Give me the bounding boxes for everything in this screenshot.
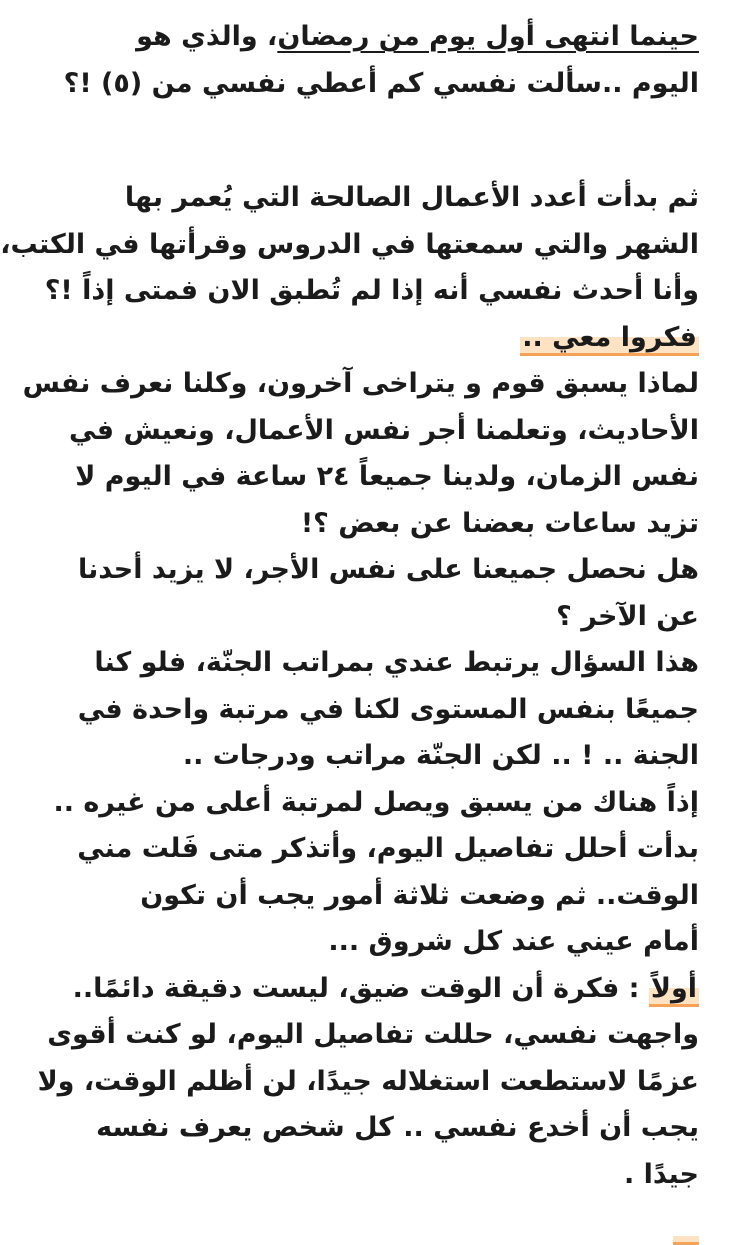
- highlighted-label: أولاً: [649, 973, 699, 1007]
- paragraph-6-line-4: أمام عيني عند كل شروق ...: [328, 926, 699, 957]
- paragraph-5-line-3: [84, 733, 699, 780]
- paragraph-5-line-2: جميعًا بنفس المستوى لكنا في مرتبة واحدة في: [77, 693, 699, 725]
- text-span: الجنة .. ! ..: [541, 740, 699, 771]
- paragraph-1-line-2: اليوم ..سألت نفسي كم أعطي نفسي من (٥) !؟: [63, 67, 699, 99]
- item-1-line-5: جيدًا .: [624, 1158, 699, 1190]
- highlight-mark: [673, 1236, 699, 1245]
- paragraph-1-line-1: [84, 14, 699, 61]
- bold-phrase: لكن الجنّة مراتب ودرجات ..: [182, 740, 542, 771]
- paragraph-2-line-3: وأنا أحدث نفسي أنه إذا لم تُطبق الان فمتى إذاً !؟: [44, 275, 699, 306]
- text-span: ، والذي هو: [136, 21, 278, 52]
- item-1-line-1: [72, 966, 699, 1013]
- paragraph-2-line-1: ثم بدأت أعدد الأعمال الصالحة التي يُعمر بها: [124, 182, 699, 213]
- highlighted-heading: فكروا معي ..: [520, 322, 699, 356]
- item-1-line-3: عزمًا لاستطعت استغلاله جيدًا، لن أظلم الوقت، ولا: [37, 1065, 699, 1097]
- bold-phrase: وضعت ثلاثة أمور: [324, 879, 546, 911]
- paragraph-3-line-1: لماذا يسبق قوم و يتراخى آخرون، وكلنا نعرف نفس: [22, 368, 699, 399]
- next-item-highlight-stub: [84, 1198, 699, 1245]
- paragraph-3-line-3: نفس الزمان، ولدينا جميعاً ٢٤ ساعة في اليوم لا: [75, 461, 699, 492]
- paragraph-gap: [84, 107, 699, 175]
- text-span: يجب أن تكون: [140, 879, 325, 911]
- underlined-phrase: حينما انتهى أول يوم من رمضان: [277, 21, 699, 52]
- item-1-line-2: واجهت نفسي، حللت تفاصيل اليوم، لو كنت أقوى: [47, 1019, 699, 1050]
- paragraph-2-line-2: الشهر والتي سمعتها في الدروس وقرأتها في الكتب،: [0, 228, 699, 260]
- paragraph-4-line-1: هل نحصل جميعنا على نفس الأجر، لا يزيد أحدنا: [77, 554, 699, 585]
- paragraph-4-line-2: عن الآخر ؟: [556, 600, 699, 632]
- paragraph-6-line-2: بدأت أحلل تفاصيل اليوم، وأتذكر متى فَلت مني: [77, 833, 699, 864]
- paragraph-6-line-1: إذاً هناك من يسبق ويصل لمرتبة أعلى من غيره ..: [53, 786, 699, 818]
- paragraph-3-line-2: الأحاديث، وتعلمنا أجر نفس الأعمال، ونعيش في: [69, 414, 699, 446]
- paragraph-3-line-4: تزيد ساعات بعضنا عن بعض ؟!: [300, 507, 699, 539]
- item-1-line-4: يجب أن أخدع نفسي .. كل شخص يعرف نفسه: [96, 1112, 699, 1143]
- paragraph-6-line-3: [84, 873, 699, 920]
- text-span: الوقت.. ثم: [545, 879, 699, 911]
- text-span: : فكرة أن الوقت ضيق، ليست دقيقة دائمًا..: [72, 972, 649, 1004]
- paragraph-5-line-1: هذا السؤال يرتبط عندي بمراتب الجنّة، فلو كنا: [94, 647, 699, 678]
- heading-think-with-me: [84, 315, 699, 362]
